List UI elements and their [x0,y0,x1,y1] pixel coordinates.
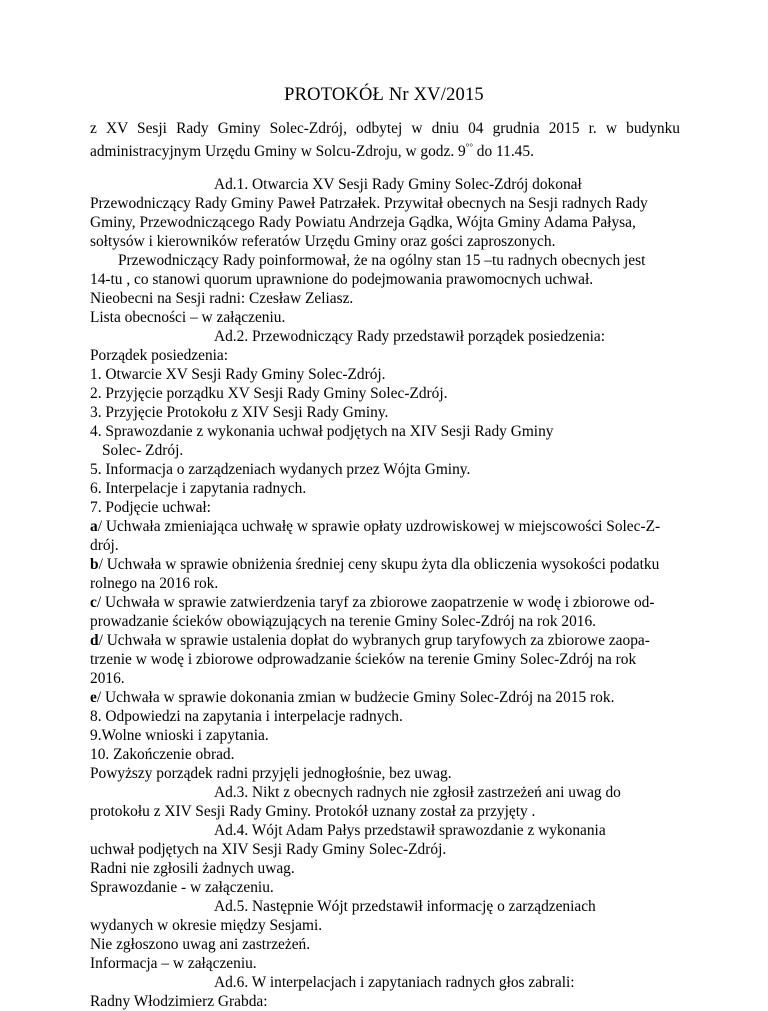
agenda-item: 9.Wolne wnioski i zapytania. [90,727,269,744]
paragraph-line: Powyższy porządek radni przyjęli jednogłośnie, bez uwag. [90,765,452,782]
paragraph-line: protokołu z XIV Sesji Rady Gminy. Protokół uznany został za przyjęty . [90,803,536,820]
resolution-marker: d [90,632,99,649]
intro-text-end: do 11.45. [472,143,534,160]
agenda-item: 4. Sprawozdanie z wykonania uchwał podjętych na XIV Sesji Rady Gminy [90,423,554,440]
agenda-item: 1. Otwarcie XV Sesji Rady Gminy Solec-Zdrój. [90,366,386,383]
resolution-line: 2016. [90,670,125,687]
paragraph-line: Lista obecności – w załączeniu. [90,309,286,326]
resolution-line: prowadzanie ścieków obowiązujących na terenie Gminy Solec-Zdrój na rok 2016. [90,613,597,630]
agenda-item: 5. Informacja o zarządzeniach wydanych przez Wójta Gminy. [90,461,471,478]
agenda-item: 10. Zakończenie obrad. [90,746,235,763]
agenda-item-continued: Solec- Zdrój. [102,442,184,459]
page-title: PROTOKÓŁ Nr XV/2015 [284,85,484,105]
resolution-line: trzenie w wodę i zbiorowe odprowadzanie ścieków na terenie Gminy Solec-Zdrój na rok [90,651,637,668]
protocol-body [90,175,680,1011]
resolution-marker: b [90,556,99,573]
resolution-text: Uchwała w sprawie ustalenia dopłat do wybranych grup taryfowych za zbiorowe zaopa- [106,632,650,649]
agenda-item: 3. Przyjęcie Protokołu z XIV Sesji Rady Gminy. [90,404,389,421]
resolution-line: rolnego na 2016 rok. [90,575,219,592]
intro-paragraph [90,119,680,161]
agenda-ad1-heading: Ad.1. Otwarcia XV Sesji Rady Gminy Solec-Zdrój dokonał [214,176,582,193]
intro-text: z XV Sesji Rady Gminy Solec-Zdrój, odbytej w dniu 04 grudnia 2015 r. w budynku administracyjnym Urzędu Gminy w Solcu-Zdroju, w godz. 9 [90,120,680,160]
agenda-title: Porządek posiedzenia: [90,347,229,364]
paragraph-line: Przewodniczący Rady Gminy Paweł Patrzałek. Przywitał obecnych na Sesji radnych Rady [90,195,648,212]
paragraph-line: Gminy, Przewodniczącego Rady Powiatu Andrzeja Gądka, Wójta Gminy Adama Pałysa, [90,214,636,231]
resolution-marker: e [90,689,97,706]
agenda-item: 2. Przyjęcie porządku XV Sesji Rady Gminy Solec-Zdrój. [90,385,448,402]
resolution-text: Uchwała w sprawie dokonania zmian w budżecie Gminy Solec-Zdrój na 2015 rok. [104,689,615,706]
resolution-d: d/ Uchwała w sprawie ustalenia dopłat do wybranych grup taryfowych za zbiorowe zaopa- [90,632,650,649]
resolution-a: a/ Uchwała zmieniająca uchwałę w sprawie opłaty uzdrowiskowej w miejscowości Solec-Z- [90,518,661,535]
agenda-ad2-heading: Ad.2. Przewodniczący Rady przedstawił porządek posiedzenia: [214,328,606,345]
resolution-text: Uchwała w sprawie obniżenia średniej ceny skupu żyta dla obliczenia wysokości podatku [106,556,660,573]
paragraph-line: Informacja – w załączeniu. [90,955,257,972]
resolution-text: Uchwała w sprawie zatwierdzenia taryf za zbiorowe zaopatrzenie w wodę i zbiorowe od- [104,594,655,611]
agenda-ad6-heading: Ad.6. W interpelacjach i zapytaniach radnych głos zabrali: [214,974,575,991]
agenda-item: 6. Interpelacje i zapytania radnych. [90,480,307,497]
agenda-ad5-heading: Ad.5. Następnie Wójt przedstawił informację o zarządzeniach [214,898,596,915]
time-superscript: °° [465,142,473,152]
paragraph-line: Nieobecni na Sesji radni: Czesław Zeliasz. [90,290,354,307]
agenda-ad4-heading: Ad.4. Wójt Adam Pałys przedstawił sprawozdanie z wykonania [214,822,606,839]
paragraph-line: 14-tu , co stanowi quorum uprawnione do podejmowania prawomocnych uchwał. [90,271,594,288]
resolution-text: Uchwała zmieniająca uchwałę w sprawie opłaty uzdrowiskowej w miejscowości Solec-Z- [105,518,661,535]
agenda-item: 8. Odpowiedzi na zapytania i interpelacje radnych. [90,708,403,725]
agenda-ad3-heading: Ad.3. Nikt z obecnych radnych nie zgłosił zastrzeżeń ani uwag do [214,784,621,801]
paragraph-line: sołtysów i kierowników referatów Urzędu Gminy oraz gości zaproszonych. [90,233,556,250]
paragraph-line: uchwał podjętych na XIV Sesji Rady Gminy Solec-Zdrój. [90,841,447,858]
resolution-marker: c [90,594,97,611]
paragraph-line: wydanych w okresie między Sesjami. [90,917,323,934]
paragraph-line: Radni nie zgłosili żadnych uwag. [90,860,295,877]
paragraph-line: Przewodniczący Rady poinformował, że na ogólny stan 15 –tu radnych obecnych jest [118,252,646,269]
resolution-e: e/ Uchwała w sprawie dokonania zmian w budżecie Gminy Solec-Zdrój na 2015 rok. [90,689,615,706]
resolution-c: c/ Uchwała w sprawie zatwierdzenia taryf za zbiorowe zaopatrzenie w wodę i zbiorowe od- [90,594,655,611]
paragraph-line: Sprawozdanie - w załączeniu. [90,879,274,896]
agenda-item: 7. Podjęcie uchwał: [90,499,211,516]
paragraph-line: Radny Włodzimierz Grabda: [90,993,268,1010]
resolution-line: drój. [90,537,119,554]
resolution-b: b/ Uchwała w sprawie obniżenia średniej ceny skupu żyta dla obliczenia wysokości podatku [90,556,660,573]
paragraph-line: Nie zgłoszono uwag ani zastrzeżeń. [90,936,311,953]
resolution-marker: a [90,518,98,535]
